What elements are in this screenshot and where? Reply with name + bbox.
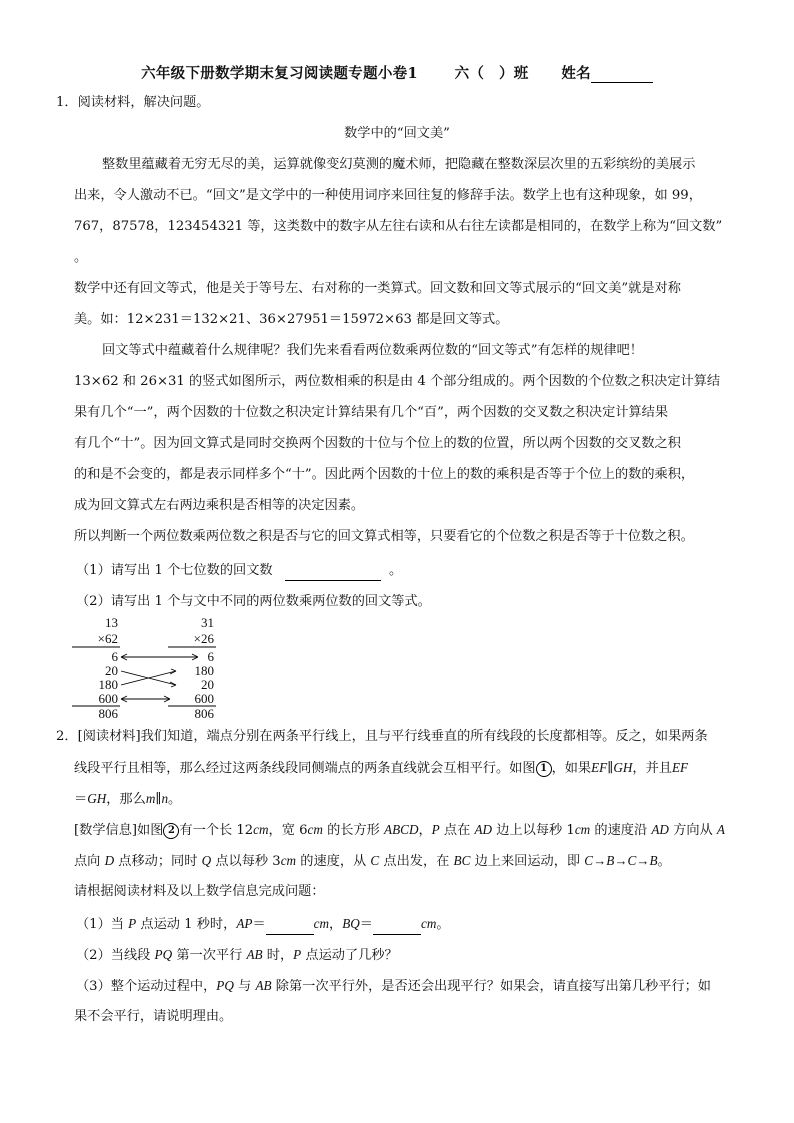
q1-p3-line: 果有几个“一”，两个因数的十位数之积决定计算结果有几个“百”，两个因数的交叉数之积决定计算结果: [74, 405, 669, 420]
q2-sub1: （1）当 P 点运动 1 秒时，AP＝ cm，BQ＝ cm。: [76, 914, 450, 935]
q2-number: 2．: [56, 729, 78, 744]
q2-sub3-cont: 果不会平行，请说明理由。: [74, 1009, 233, 1024]
q1-p3-line: 13×62 和 26×31 的竖式如图所示，两位数相乘的积是由 4 个部分组成的。两个因数的个位数之积决定计算结: [74, 374, 721, 389]
q1-p1-line: 整数里蕴藏着无穷无尽的美，运算就像变幻莫测的魔术师，把隐藏在整数深层次里的五彩缤纷的美展示: [102, 157, 696, 172]
q1-p2-line: 数学中还有回文等式，他是关于等号左、右对称的一类算式。回文数和回文等式展示的“回文美”就是对称: [74, 281, 681, 296]
q1-sub2: （2）请写出 1 个与文中不同的两位数乘两位数的回文等式。: [76, 594, 431, 609]
multiplication-figure: [68, 614, 228, 718]
correspondence-arrows: [121, 654, 198, 702]
q2-task: 请根据阅读材料及以上数学信息完成问题：: [74, 884, 325, 899]
q2-line-3: ＝GH，那么m∥n。: [74, 791, 182, 807]
left-factor-b: ×62: [97, 631, 118, 646]
right-factor-b: ×26: [193, 631, 214, 646]
q1-number: 1．: [56, 95, 78, 110]
right-partial-4: 600: [194, 691, 214, 706]
right-partial-2: 180: [194, 663, 214, 678]
q2-line-5: 点向 D 点移动；同时 Q 点以每秒 3cm 的速度，从 C 点出发，在 BC 边上来回运动，即 C→B→C→B。: [74, 853, 671, 869]
left-partial-1: 6: [111, 649, 118, 664]
left-sum: 806: [98, 706, 118, 718]
q1-p3-line: 所以判断一个两位数乘两位数之积是否与它的回文算式相等，只要看它的个位数之积是否等于十位数之积。: [74, 529, 694, 544]
q1-intro: [56, 93, 209, 113]
name-blank[interactable]: [591, 67, 653, 83]
q2-sub3: （3）整个运动过程中，PQ 与 AB 除第一次平行外，是否还会出现平行？如果会，请直接写出第几秒平行；如: [76, 978, 711, 994]
name-label: 姓名: [561, 65, 591, 82]
q1-p1-line: 。: [74, 250, 88, 265]
left-partial-4: 600: [98, 691, 118, 706]
q1-p3-line: 有几个“十”。因为回文算式是同时交换两个因数的十位与个位上的数的位置，所以两个因数的交叉数之积: [74, 436, 681, 451]
q1-p1-line: 767，87578，123454321 等，这类数中的数字从左往右读和从右往左读都是相同的，在数学上称为“回文数”: [74, 219, 723, 234]
q1-subtitle: 数学中的“回文美”: [344, 126, 450, 141]
class-label: 六（ ）班: [454, 65, 529, 82]
left-factor-a: 13: [105, 615, 118, 630]
q1-p3-line: 成为回文算式左右两边乘积是否相等的决定因素。: [74, 498, 365, 513]
right-factor-a: 31: [201, 615, 214, 630]
figure-2-marker: 2: [163, 823, 179, 839]
right-partial-3: 20: [201, 677, 214, 692]
left-partial-2: 20: [105, 663, 118, 678]
q1-sub1-answer-blank[interactable]: [285, 566, 381, 581]
q2-sub2: （2）当线段 PQ 第一次平行 AB 时，P 点运动了几秒？: [76, 947, 398, 963]
q1-sub1: （1）请写出 1 个七位数的回文数 。: [76, 561, 402, 581]
right-sum: 806: [194, 706, 214, 718]
right-partial-1: 6: [207, 649, 214, 664]
left-partial-3: 180: [98, 677, 118, 692]
q2-line-4: [数学信息]如图 2 有一个长 12cm，宽 6cm 的长方形 ABCD，P 点在 AD 边上以每秒 1cm 的速度沿 AD 方向从 A: [74, 822, 725, 838]
q2-line-1: 2．[阅读材料]我们知道，端点分别在两条平行线上，且与平行线垂直的所有线段的长度都相等。反之，如果两条: [56, 729, 708, 744]
title-text: 六年级下册数学期末复习阅读题专题小卷1: [141, 65, 418, 82]
q1-p3-line: 回文等式中蕴藏着什么规律呢？我们先来看看两位数乘两位数的“回文等式”有怎样的规律吧！: [102, 343, 643, 358]
q1-p2-line: 美。如：12×231＝132×21、36×27951＝15972×63 都是回文等式。: [74, 312, 509, 327]
q1-p3-line: 的和是不会变的，都是表示同样多个“十”。因此两个因数的十位上的数的乘积是否等于个位上的数的乘积，: [74, 467, 695, 482]
bq-answer-blank[interactable]: [373, 920, 421, 935]
q1-p1-line: 出来，令人激动不已。“回文”是文学中的一种使用词序来回往复的修辞手法。数学上也有这种现象，如 99，: [74, 188, 702, 203]
page-title: [0, 62, 794, 83]
figure-1-marker: 1: [536, 761, 552, 777]
ap-answer-blank[interactable]: [266, 920, 314, 935]
q1-intro-text: 阅读材料，解决问题。: [77, 95, 210, 110]
q2-line-2: 线段平行且相等，那么经过这两条线段同侧端点的两条直线就会互相平行。如图 1 ，如果EF∥GH，并且EF: [74, 760, 689, 776]
